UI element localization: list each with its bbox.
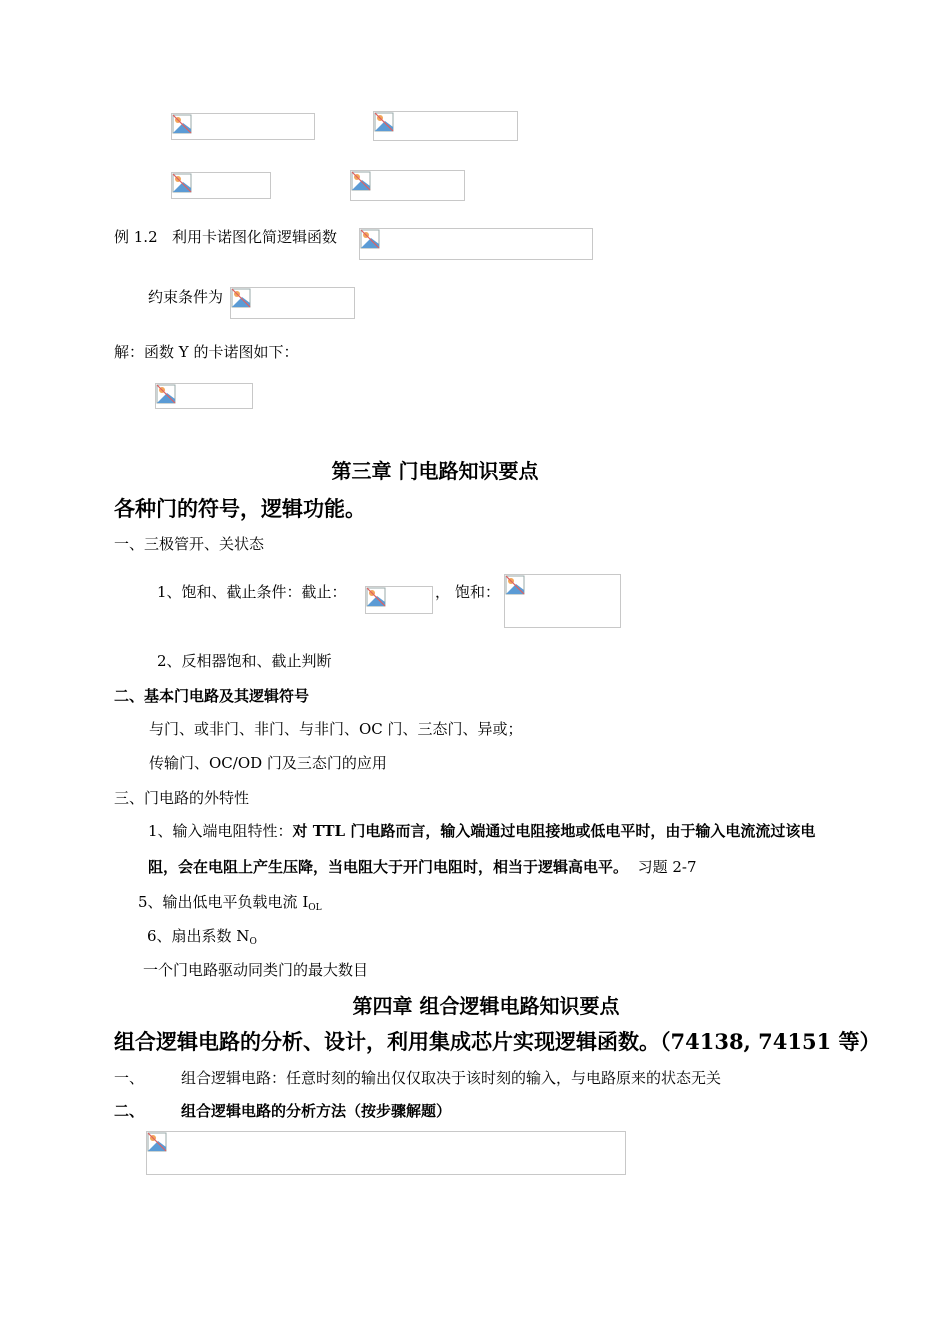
fanout-sub: O [249, 937, 257, 947]
item-separator: ， [435, 583, 451, 601]
formula-image [373, 111, 518, 141]
output-low-current-text: 5、输出低电平负载电流 I [138, 893, 309, 911]
karnaugh-map-image [155, 383, 253, 409]
chapter3-subtitle: 各种门的符号，逻辑功能。 [114, 496, 366, 521]
formula-image [171, 172, 271, 199]
broken-image-icon [374, 112, 394, 132]
constraint-formula-image [230, 287, 355, 319]
constraint-label: 约束条件为 [148, 288, 224, 306]
broken-image-icon [366, 587, 386, 607]
solution-text: 解：函数 Y 的卡诺图如下： [114, 343, 299, 361]
fanout-text: 6、扇出系数 N [147, 927, 250, 945]
chapter3-section1: 一、三极管开、关状态 [114, 535, 265, 553]
saturation-cutoff-line [157, 581, 347, 602]
formula-image [350, 170, 465, 201]
broken-image-icon [231, 288, 251, 308]
input-resistance-line2 [148, 856, 697, 877]
chapter3-title: 第三章 门电路知识要点 [331, 459, 539, 483]
broken-image-icon [351, 171, 371, 191]
function-formula-image [359, 228, 593, 260]
cutoff-condition-image [365, 586, 433, 614]
input-resistance-desc: 对 TTL 门电路而言，输入端通过电阻接地或低电平时，由于输入电流流过该电 [292, 822, 816, 840]
example-label: 例 1.2 [114, 228, 158, 246]
chapter4-section1-num: 一、 [114, 1069, 145, 1087]
analysis-steps-image [146, 1131, 626, 1175]
output-low-current-sub: OL [308, 903, 322, 913]
example-text: 利用卡诺图化简逻辑函数 [171, 228, 337, 246]
broken-image-icon [360, 229, 380, 249]
chapter4-section1-text: 组合逻辑电路：任意时刻的输出仅仅取决于该时刻的输入，与电路原来的状态无关 [181, 1069, 722, 1087]
gates-applications: 传输门、OC/OD 门及三态门的应用 [149, 754, 387, 772]
fanout-item [147, 925, 257, 947]
gates-list: 与门、或非门、非门、与非门、OC 门、三态门、异或； [149, 720, 523, 738]
saturation-condition-image [504, 574, 621, 628]
broken-image-icon [172, 173, 192, 193]
broken-image-icon [505, 575, 525, 595]
formula-image [171, 113, 315, 140]
saturation-label: 饱和： [455, 583, 501, 601]
input-resistance-line1 [148, 820, 815, 841]
broken-image-icon [156, 384, 176, 404]
broken-image-icon [172, 114, 192, 134]
chapter4-section2-num: 二、 [114, 1102, 145, 1120]
output-low-current [138, 891, 322, 913]
cutoff-label: 1、饱和、截止条件：截止： [157, 583, 347, 601]
input-resistance-label: 1、输入端电阻特性： [148, 822, 293, 840]
chapter3-section3: 三、门电路的外特性 [114, 789, 250, 807]
exercise-ref: 习题 2-7 [637, 858, 697, 876]
input-resistance-desc-cont: 阻，会在电阻上产生压降，当电阻大于开门电阻时，相当于逻辑高电平。 [148, 858, 629, 876]
chapter4-subtitle: 组合逻辑电路的分析、设计，利用集成芯片实现逻辑函数。（74138, 74151 等） [114, 1029, 881, 1054]
inverter-item: 2、反相器饱和、截止判断 [157, 652, 332, 670]
chapter3-section2: 二、基本门电路及其逻辑符号 [114, 687, 310, 705]
fanout-description: 一个门电路驱动同类门的最大数目 [143, 961, 369, 979]
chapter4-title: 第四章 组合逻辑电路知识要点 [352, 994, 620, 1018]
example-line [114, 226, 337, 247]
chapter4-section2-text: 组合逻辑电路的分析方法（按步骤解题） [181, 1102, 452, 1120]
broken-image-icon [147, 1132, 167, 1152]
